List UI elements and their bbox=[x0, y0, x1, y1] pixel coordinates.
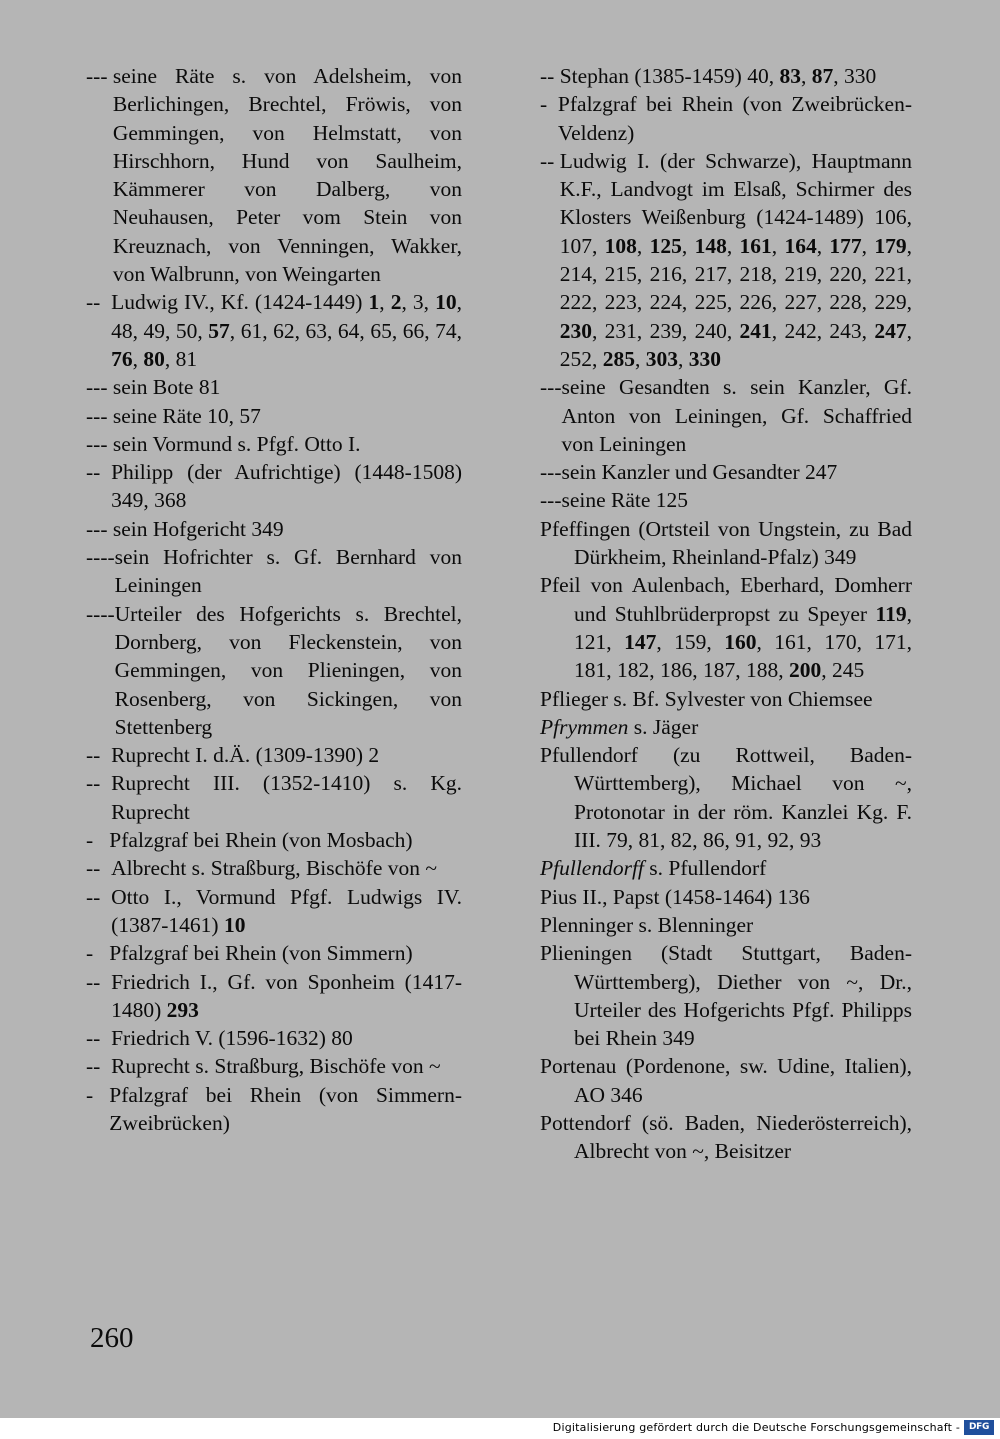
entry-dash: -- bbox=[540, 64, 560, 88]
index-entry: Pfullendorf (zu Rottweil, Baden-Württemberg), Michael von ~, Protonotar in der röm. Kanzlei Kg. F. III. 79, 81, 82, 86, 91, 92, 93 bbox=[540, 743, 912, 853]
page-number: 260 bbox=[90, 1322, 134, 1354]
entry-dash: - bbox=[86, 828, 110, 853]
index-entry bbox=[86, 515, 462, 543]
entry-text: Pfalzgraf bei Rhein (von Zweibrücken-Veldenz) bbox=[557, 92, 912, 145]
entry-dash: -- bbox=[86, 290, 112, 315]
index-entry bbox=[540, 458, 912, 486]
entry-dash: -- bbox=[86, 1026, 112, 1051]
entry-text: sein Kanzler und Gesandter 247 bbox=[561, 460, 838, 485]
index-entry: Pfrymmen s. Jäger bbox=[540, 714, 699, 739]
index-entry bbox=[540, 373, 912, 458]
entry-text: Friedrich I., Gf. von Sponheim (1417-1480) 293 bbox=[111, 969, 462, 1022]
entry-text: Philipp (der Aufrichtige) (1448-1508) 349, 368 bbox=[111, 460, 462, 513]
index-entry bbox=[86, 430, 462, 458]
entry-dash: - bbox=[540, 92, 558, 117]
entry-text: Albrecht s. Straßburg, Bischöfe von ~ bbox=[111, 856, 438, 881]
entry-text: Pfalzgraf bei Rhein (von Simmern-Zweibrücken) bbox=[109, 1082, 462, 1135]
entry-dash: -- bbox=[86, 743, 112, 768]
entry-text: Friedrich V. (1596-1632) 80 bbox=[111, 1026, 353, 1051]
entry-text: seine Räte 125 bbox=[561, 488, 689, 513]
entry-dash: - bbox=[86, 941, 110, 966]
entry-text: Pfalzgraf bei Rhein (von Simmern) bbox=[109, 941, 413, 966]
entry-dash: -- bbox=[86, 771, 112, 796]
index-entry: Plieningen (Stadt Stuttgart, Baden-Württemberg), Diether von ~, Dr., Urteiler des Hofgerichts Pfgf. Philipps bei Rhein 349 bbox=[540, 941, 912, 1051]
entry-dash: --- bbox=[86, 64, 113, 88]
entry-dash: -- bbox=[86, 969, 112, 994]
entry-dash: --- bbox=[86, 516, 113, 541]
index-entry bbox=[540, 62, 912, 90]
entry-dash: ---- bbox=[86, 545, 115, 570]
index-entry bbox=[86, 769, 462, 826]
index-entry: Pottendorf (sö. Baden, Niederösterreich), Albrecht von ~, Beisitzer bbox=[540, 1110, 912, 1164]
index-entry bbox=[86, 458, 462, 515]
index-entry bbox=[86, 62, 462, 288]
index-entry bbox=[86, 939, 462, 967]
index-entry bbox=[86, 968, 462, 1025]
index-entry: Pfeil von Aulenbach, Eberhard, Domherr und Stuhlbrüderpropst zu Speyer 119, 121, 147, 159, 160, 161, 170, 171, 181, 182, 186, 187, 188, 200, 245 bbox=[540, 573, 912, 683]
index-entry bbox=[86, 741, 462, 769]
index-entry: Pflieger s. Bf. Sylvester von Chiemsee bbox=[540, 686, 873, 711]
entry-text: sein Hofgericht 349 bbox=[112, 516, 284, 541]
index-entry bbox=[86, 1052, 462, 1080]
entry-dash: -- bbox=[540, 148, 560, 173]
index-column-left bbox=[86, 62, 462, 1137]
index-entry: Pius II., Papst (1458-1464) 136 bbox=[540, 884, 810, 909]
index-entry bbox=[86, 883, 462, 940]
index-entry bbox=[86, 1024, 462, 1052]
index-entry bbox=[540, 147, 912, 373]
index-entry: Pfullendorff s. Pfullendorf bbox=[540, 856, 767, 881]
entry-text: sein Hofrichter s. Gf. Bernhard von Leiningen bbox=[114, 545, 462, 598]
entry-text: Ludwig I. (der Schwarze), Hauptmann K.F., Landvogt im Elsaß, Schirmer des Klosters Weißenburg (1424-1489) 106, 107, 108, 125, 148, 161, 164, 177, 179, 214, 215, 216, 217, 218, 219, 220, 221, 222, 223, 224, 225, 226, 227, 228, 229, 230, 231, 239, 240, 241, 242, 243, 247, 252, 285, 303, 330 bbox=[559, 148, 912, 371]
entry-text: sein Bote 81 bbox=[112, 375, 221, 400]
entry-text: Ludwig IV., Kf. (1424-1449) 1, 2, 3, 10, 48, 49, 50, 57, 61, 62, 63, 64, 65, 66, 74, 76, 80, 81 bbox=[111, 290, 463, 371]
entry-dash: ---- bbox=[86, 601, 115, 626]
entry-text: Pfalzgraf bei Rhein (von Mosbach) bbox=[109, 828, 413, 853]
index-entry: Plenninger s. Blenninger bbox=[540, 912, 754, 937]
entry-dash: -- bbox=[86, 884, 112, 909]
entry-dash: --- bbox=[540, 460, 562, 485]
entry-dash: --- bbox=[86, 431, 113, 456]
dfg-logo: DFG bbox=[964, 1420, 994, 1435]
entry-text: Ruprecht III. (1352-1410) s. Kg. Ruprecht bbox=[111, 771, 462, 824]
entry-text: Stephan (1385-1459) 40, 83, 87, 330 bbox=[559, 64, 877, 88]
entry-dash: - bbox=[86, 1082, 110, 1107]
index-entry: Pfeffingen (Ortsteil von Ungstein, zu Bad Dürkheim, Rheinland-Pfalz) 349 bbox=[540, 516, 912, 570]
index-entry bbox=[86, 1081, 462, 1138]
index-entry bbox=[86, 402, 462, 430]
entry-dash: --- bbox=[86, 375, 113, 400]
index-entry bbox=[540, 486, 912, 514]
entry-dash: -- bbox=[86, 1054, 112, 1079]
entry-dash: -- bbox=[86, 856, 112, 881]
entry-dash: --- bbox=[86, 403, 113, 428]
entry-text: sein Vormund s. Pfgf. Otto I. bbox=[112, 431, 361, 456]
entry-text: Ruprecht s. Straßburg, Bischöfe von ~ bbox=[111, 1054, 441, 1079]
index-entry bbox=[86, 373, 462, 401]
entry-text: seine Gesandten s. sein Kanzler, Gf. Anton von Leiningen, Gf. Schaffried von Leiningen bbox=[561, 375, 912, 456]
entry-text: Urteiler des Hofgerichts s. Brechtel, Dornberg, von Fleckenstein, von Gemmingen, von Plieningen, von Rosenberg, von Sickingen, von Stettenberg bbox=[114, 601, 462, 739]
index-entry: Portenau (Pordenone, sw. Udine, Italien), AO 346 bbox=[540, 1054, 912, 1107]
index-column-right bbox=[540, 62, 912, 1166]
index-entry bbox=[540, 90, 912, 147]
footer-credit: Digitalisierung gefördert durch die Deutsche Forschungsgemeinschaft - bbox=[552, 1421, 960, 1434]
entry-text: Ruprecht I. d.Ä. (1309-1390) 2 bbox=[111, 743, 380, 768]
entry-text: Otto I., Vormund Pfgf. Ludwigs IV. (1387-1461) 10 bbox=[111, 884, 462, 937]
entry-dash: -- bbox=[86, 460, 112, 485]
entry-dash: --- bbox=[540, 488, 562, 513]
index-entry bbox=[86, 543, 462, 600]
entry-text: seine Räte 10, 57 bbox=[112, 403, 261, 428]
entry-dash: --- bbox=[540, 375, 562, 400]
entry-text: seine Räte s. von Adelsheim, von Berlichingen, Brechtel, Fröwis, von Gemmingen, von Helmstatt, von Hirschhorn, Hund von Saulheim, Kämmerer von Dalberg, von Neuhausen, Peter vom Stein von Kreuznach, von Venningen, Wakker, von Walbrunn, von Weingarten bbox=[112, 64, 462, 287]
index-entry bbox=[86, 826, 462, 854]
index-entry bbox=[86, 288, 462, 373]
index-entry bbox=[86, 600, 462, 741]
index-entry bbox=[86, 854, 462, 882]
